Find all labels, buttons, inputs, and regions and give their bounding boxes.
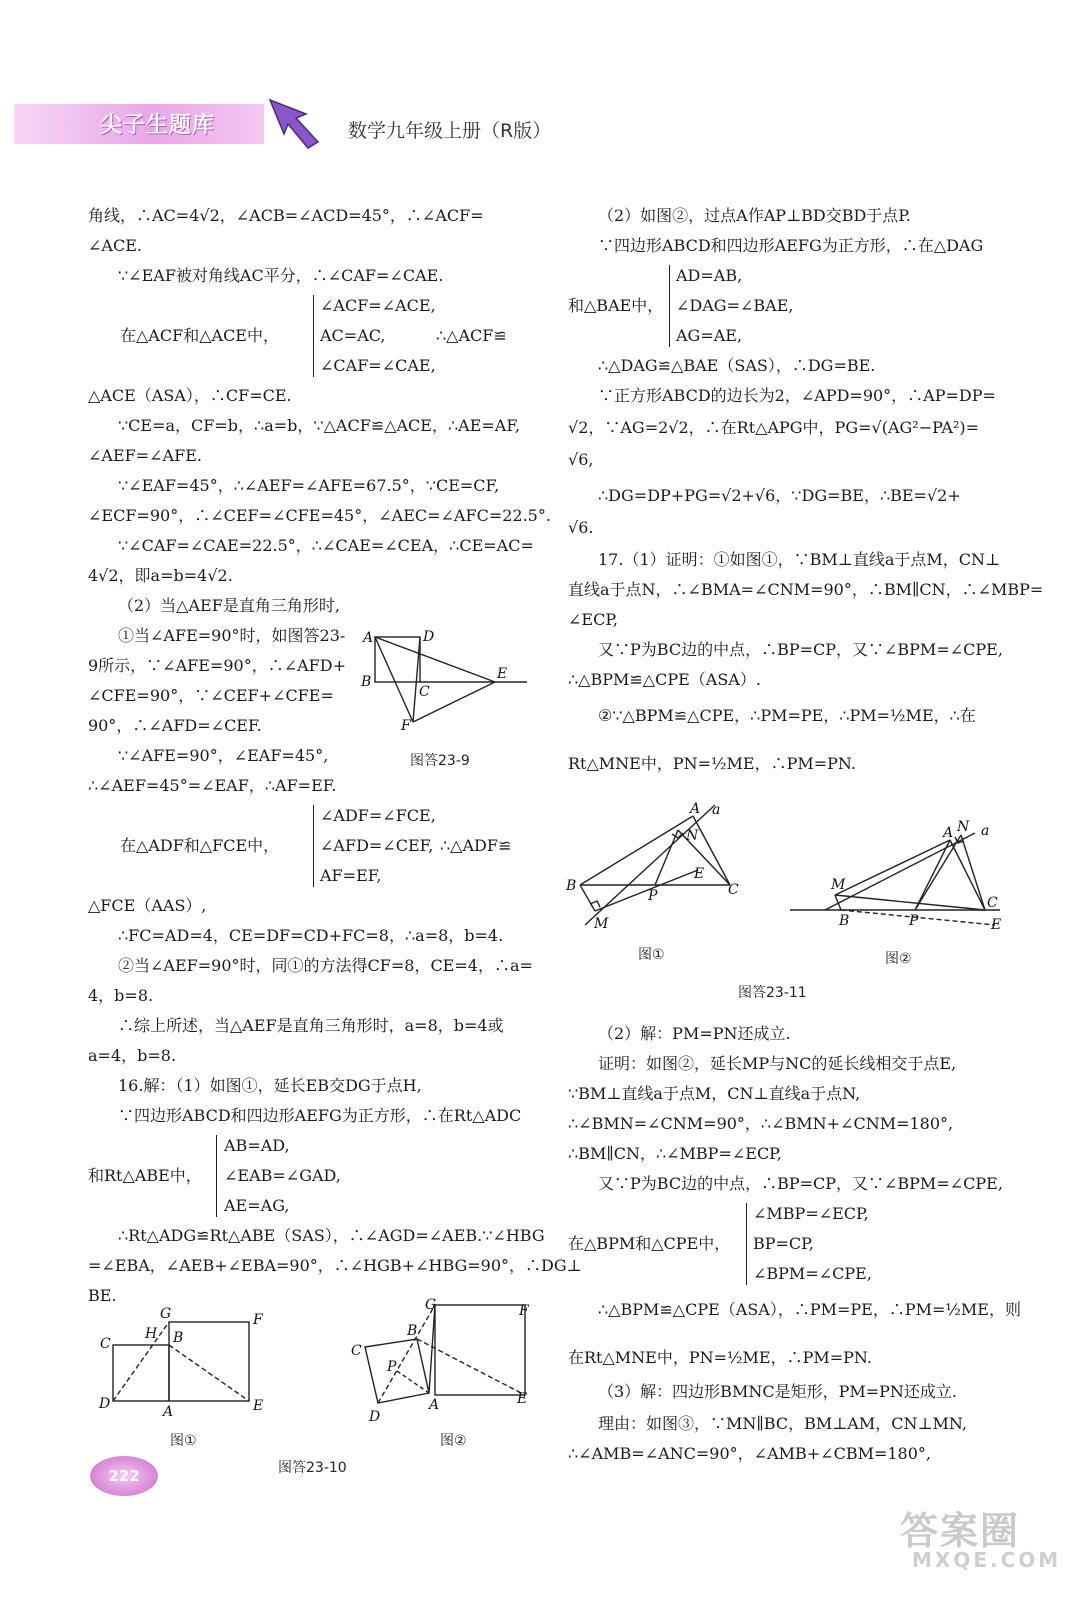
point-label: B	[839, 913, 850, 929]
point-label: a	[981, 823, 990, 839]
point-label: C	[100, 1336, 111, 1352]
text-line: =∠EBA，∠AEB+∠EBA=90°，∴∠HGB+∠HBG=90°，∴DG⊥	[88, 1256, 582, 1275]
point-label: B	[407, 1323, 418, 1339]
point-label: C	[419, 684, 430, 700]
point-label: N	[686, 828, 699, 844]
point-label: A	[363, 630, 374, 646]
text-line: 90°，∴∠AFD=∠CEF.	[88, 716, 262, 735]
text-line: AE=AG,	[224, 1196, 290, 1215]
text-line: 和Rt△ABE中，	[88, 1166, 202, 1185]
text-line: 直线a于点N，∴∠BMA=∠CNM=90°，∴BM∥CN，∴∠MBP=	[568, 580, 1044, 599]
point-label: A	[163, 1404, 174, 1420]
brace	[669, 265, 670, 347]
watermark-url: MXQE.COM	[912, 1548, 1062, 1572]
text-line: BP=CP,	[753, 1234, 814, 1253]
text-line: （2）当△AEF是直角三角形时,	[118, 596, 340, 615]
figure-caption: 图①	[638, 947, 665, 963]
figure-23-10-1	[95, 1300, 275, 1430]
point-label: N	[957, 819, 970, 835]
point-label: F	[253, 1312, 263, 1328]
text-line: ∵四边形ABCD和四边形AEFG为正方形，∴在△DAG	[598, 236, 984, 255]
text-line: 在△ADF和△FCE中，	[120, 836, 280, 855]
point-label: E	[497, 666, 508, 682]
point-label: D	[423, 629, 435, 645]
point-label: A	[690, 801, 701, 817]
watermark-logo: 答案圈	[900, 1509, 1021, 1553]
text-line: ∴Rt△ADG≌Rt△ABE（SAS），∴∠AGD=∠AEB.∵∠HBG	[118, 1226, 545, 1245]
text-line: ∵∠AFE=90°，∠EAF=45°,	[118, 746, 329, 765]
point-label: M	[831, 877, 846, 893]
figure-23-11-2	[785, 815, 1015, 940]
text-line: 17.（1）证明：①如图①，∵BM⊥直线a于点M，CN⊥	[598, 550, 1001, 569]
point-label: G	[160, 1306, 172, 1322]
text-line: （2）解：PM=PN还成立.	[598, 1024, 791, 1043]
text-line: ∠CFE=90°，∵∠CEF+∠CFE=	[88, 686, 334, 705]
text-line: 4，b=8.	[88, 986, 154, 1005]
point-label: C	[351, 1343, 362, 1359]
text-line: 在△ACF和△ACE中，	[120, 326, 279, 345]
point-label: P	[909, 913, 919, 929]
page-number: 222	[90, 1456, 158, 1496]
text-line: a=4，b=8.	[88, 1046, 177, 1065]
text-line: （3）解：四边形BMNC是矩形，PM=PN还成立.	[598, 1382, 957, 1401]
point-label: C	[728, 882, 739, 898]
text-line: ∵CE=a，CF=b，∴a=b，∵△ACF≌△ACE，∴AE=AF,	[118, 416, 521, 435]
text-line: AB=AD,	[224, 1136, 290, 1155]
text-line: 理由：如图③，∵MN∥BC，BM⊥AM，CN⊥MN,	[598, 1414, 967, 1433]
point-label: P	[648, 888, 658, 904]
figure-caption: 图答23-11	[738, 985, 807, 1001]
text-line: △ACE（ASA），∴CF=CE.	[88, 386, 292, 405]
point-label: D	[99, 1396, 111, 1412]
point-label: E	[253, 1398, 264, 1414]
text-line: ∠ECP,	[568, 610, 618, 629]
text-line: 和△BAE中，	[568, 296, 664, 315]
arrow-icon	[262, 96, 322, 152]
point-label: F	[401, 718, 411, 734]
point-label: G	[425, 1297, 437, 1313]
text-line: ∵∠EAF被对角线AC平分，∴∠CAF=∠CAE.	[118, 266, 444, 285]
brace	[746, 1203, 747, 1285]
text-line: ∴△ACF≌	[436, 326, 507, 345]
text-line: ∠AFD=∠CEF,	[320, 836, 434, 855]
text-line: ∠EAB=∠GAD,	[224, 1166, 341, 1185]
figure-23-11-1	[560, 800, 760, 935]
text-line: 角线，∴AC=4√2，∠ACB=∠ACD=45°，∴∠ACF=	[88, 206, 484, 225]
point-label: H	[145, 1326, 158, 1342]
point-label: B	[173, 1330, 184, 1346]
text-line: ∴∠AEF=45°=∠EAF，∴AF=EF.	[88, 776, 337, 795]
text-line: ∴∠AMB=∠ANC=90°，∠AMB+∠CBM=180°,	[568, 1444, 931, 1463]
text-line: ∠BPM=∠CPE,	[753, 1264, 872, 1283]
brace	[313, 295, 314, 377]
text-line: ∠DAG=∠BAE,	[676, 296, 794, 315]
figure-caption: 图②	[885, 951, 912, 967]
text-line: ∠ACE.	[88, 236, 142, 255]
text-line: ∠ADF=∠FCE,	[320, 806, 436, 825]
text-line: 在Rt△MNE中，PN=½ME，∴PM=PN.	[568, 1348, 872, 1367]
text-line: （2）如图②，过点A作AP⊥BD交BD于点P.	[598, 206, 911, 225]
point-label: E	[517, 1391, 528, 1407]
text-line: 9所示，∵∠AFE=90°，∴∠AFD+	[88, 656, 346, 675]
figure-23-9	[355, 624, 535, 736]
text-line: Rt△MNE中，PN=½ME，∴PM=PN.	[568, 754, 856, 773]
point-label: F	[519, 1303, 529, 1319]
text-line: △FCE（AAS）,	[88, 896, 207, 915]
text-line: AF=EF,	[320, 866, 382, 885]
brace	[216, 1135, 217, 1217]
text-line: 又∵P为BC边的中点，∴BP=CP，又∵∠BPM=∠CPE,	[598, 1174, 1003, 1193]
text-line: ∵∠EAF=45°，∴∠AEF=∠AFE=67.5°，∵CE=CF,	[118, 476, 500, 495]
text-line: ∴∠BMN=∠CNM=90°，∴∠BMN+∠CNM=180°,	[568, 1114, 954, 1133]
book-title: 数学九年级上册（R版）	[348, 120, 552, 142]
text-line: ∠CAF=∠CAE,	[320, 356, 436, 375]
text-line: AC=AC,	[320, 326, 386, 345]
text-line: AD=AB,	[676, 266, 743, 285]
text-line: ∠ECF=90°，∴∠CEF=∠CFE=45°，∠AEC=∠AFC=22.5°.	[88, 506, 551, 525]
brace	[313, 805, 314, 887]
text-line: ②当∠AEF=90°时，同①的方法得CF=8，CE=4，∴a=	[118, 956, 533, 975]
text-line: ∴BM∥CN，∴∠MBP=∠ECP,	[568, 1144, 782, 1163]
text-line: √6,	[568, 450, 594, 469]
point-label: A	[943, 825, 954, 841]
text-line: AG=AE,	[676, 326, 743, 345]
point-label: A	[429, 1397, 440, 1413]
text-line: ②∵△BPM≌△CPE，∴PM=PE，∴PM=½ME，∴在	[598, 706, 976, 725]
text-line: ∠ACF=∠ACE,	[320, 296, 436, 315]
text-line: ∵正方形ABCD的边长为2，∠APD=90°，∴AP=DP=	[598, 386, 996, 405]
point-label: E	[694, 866, 705, 882]
text-line: √6.	[568, 518, 594, 537]
figure-caption: 图②	[440, 1433, 467, 1449]
text-line: ①当∠AFE=90°时，如图答23-	[118, 626, 346, 645]
book-brand: 尖子生题库	[100, 113, 216, 138]
text-line: ∴△BPM≌△CPE（ASA），∴PM=PE，∴PM=½ME，则	[598, 1300, 1021, 1319]
text-line: ∴△DAG≌△BAE（SAS），∴DG=BE.	[598, 356, 876, 375]
text-line: ∴△ADF≌	[440, 836, 512, 855]
text-line: 4√2，即a=b=4√2.	[88, 566, 233, 585]
text-line: ∠AEF=∠AFE.	[88, 446, 202, 465]
figure-caption: 图①	[170, 1433, 197, 1449]
text-line: ∵∠CAF=∠CAE=22.5°，∴∠CAE=∠CEA，∴CE=AC=	[118, 536, 534, 555]
text-line: ∴△BPM≌△CPE（ASA）.	[568, 670, 761, 689]
text-line: BE.	[88, 1286, 117, 1305]
text-line: √2，∵AG=2√2，∴在Rt△APG中，PG=√(AG²−PA²)=	[568, 418, 980, 437]
text-line: ∵BM⊥直线a于点M，CN⊥直线a于点N,	[568, 1084, 861, 1103]
text-line: 在△BPM和△CPE中，	[568, 1234, 731, 1253]
figure-caption: 图答23-9	[410, 753, 470, 769]
text-line: ∴DG=DP+PG=√2+√6，∵DG=BE，∴BE=√2+	[598, 486, 961, 505]
text-line: 又∵P为BC边的中点，∴BP=CP，又∵∠BPM=∠CPE,	[598, 640, 1003, 659]
point-label: C	[987, 895, 998, 911]
point-label: P	[387, 1359, 397, 1375]
point-label: a	[712, 802, 721, 818]
point-label: M	[594, 916, 609, 932]
text-line: 证明：如图②，延长MP与NC的延长线相交于点E,	[598, 1054, 957, 1073]
point-label: D	[369, 1409, 381, 1425]
point-label: B	[361, 674, 372, 690]
text-line: ∴综上所述，当△AEF是直角三角形时，a=8，b=4或	[118, 1016, 504, 1035]
text-line: ∠MBP=∠ECP,	[753, 1204, 869, 1223]
text-line: ∴FC=AD=4，CE=DF=CD+FC=8，∴a=8，b=4.	[118, 926, 504, 945]
figure-caption: 图答23-10	[278, 1460, 347, 1476]
figure-23-10-2	[345, 1295, 535, 1430]
point-label: E	[991, 917, 1002, 933]
text-line: 16.解：（1）如图①，延长EB交DG于点H,	[118, 1076, 422, 1095]
point-label: B	[566, 878, 577, 894]
text-line: ∵四边形ABCD和四边形AEFG为正方形，∴在Rt△ADC	[118, 1106, 522, 1125]
